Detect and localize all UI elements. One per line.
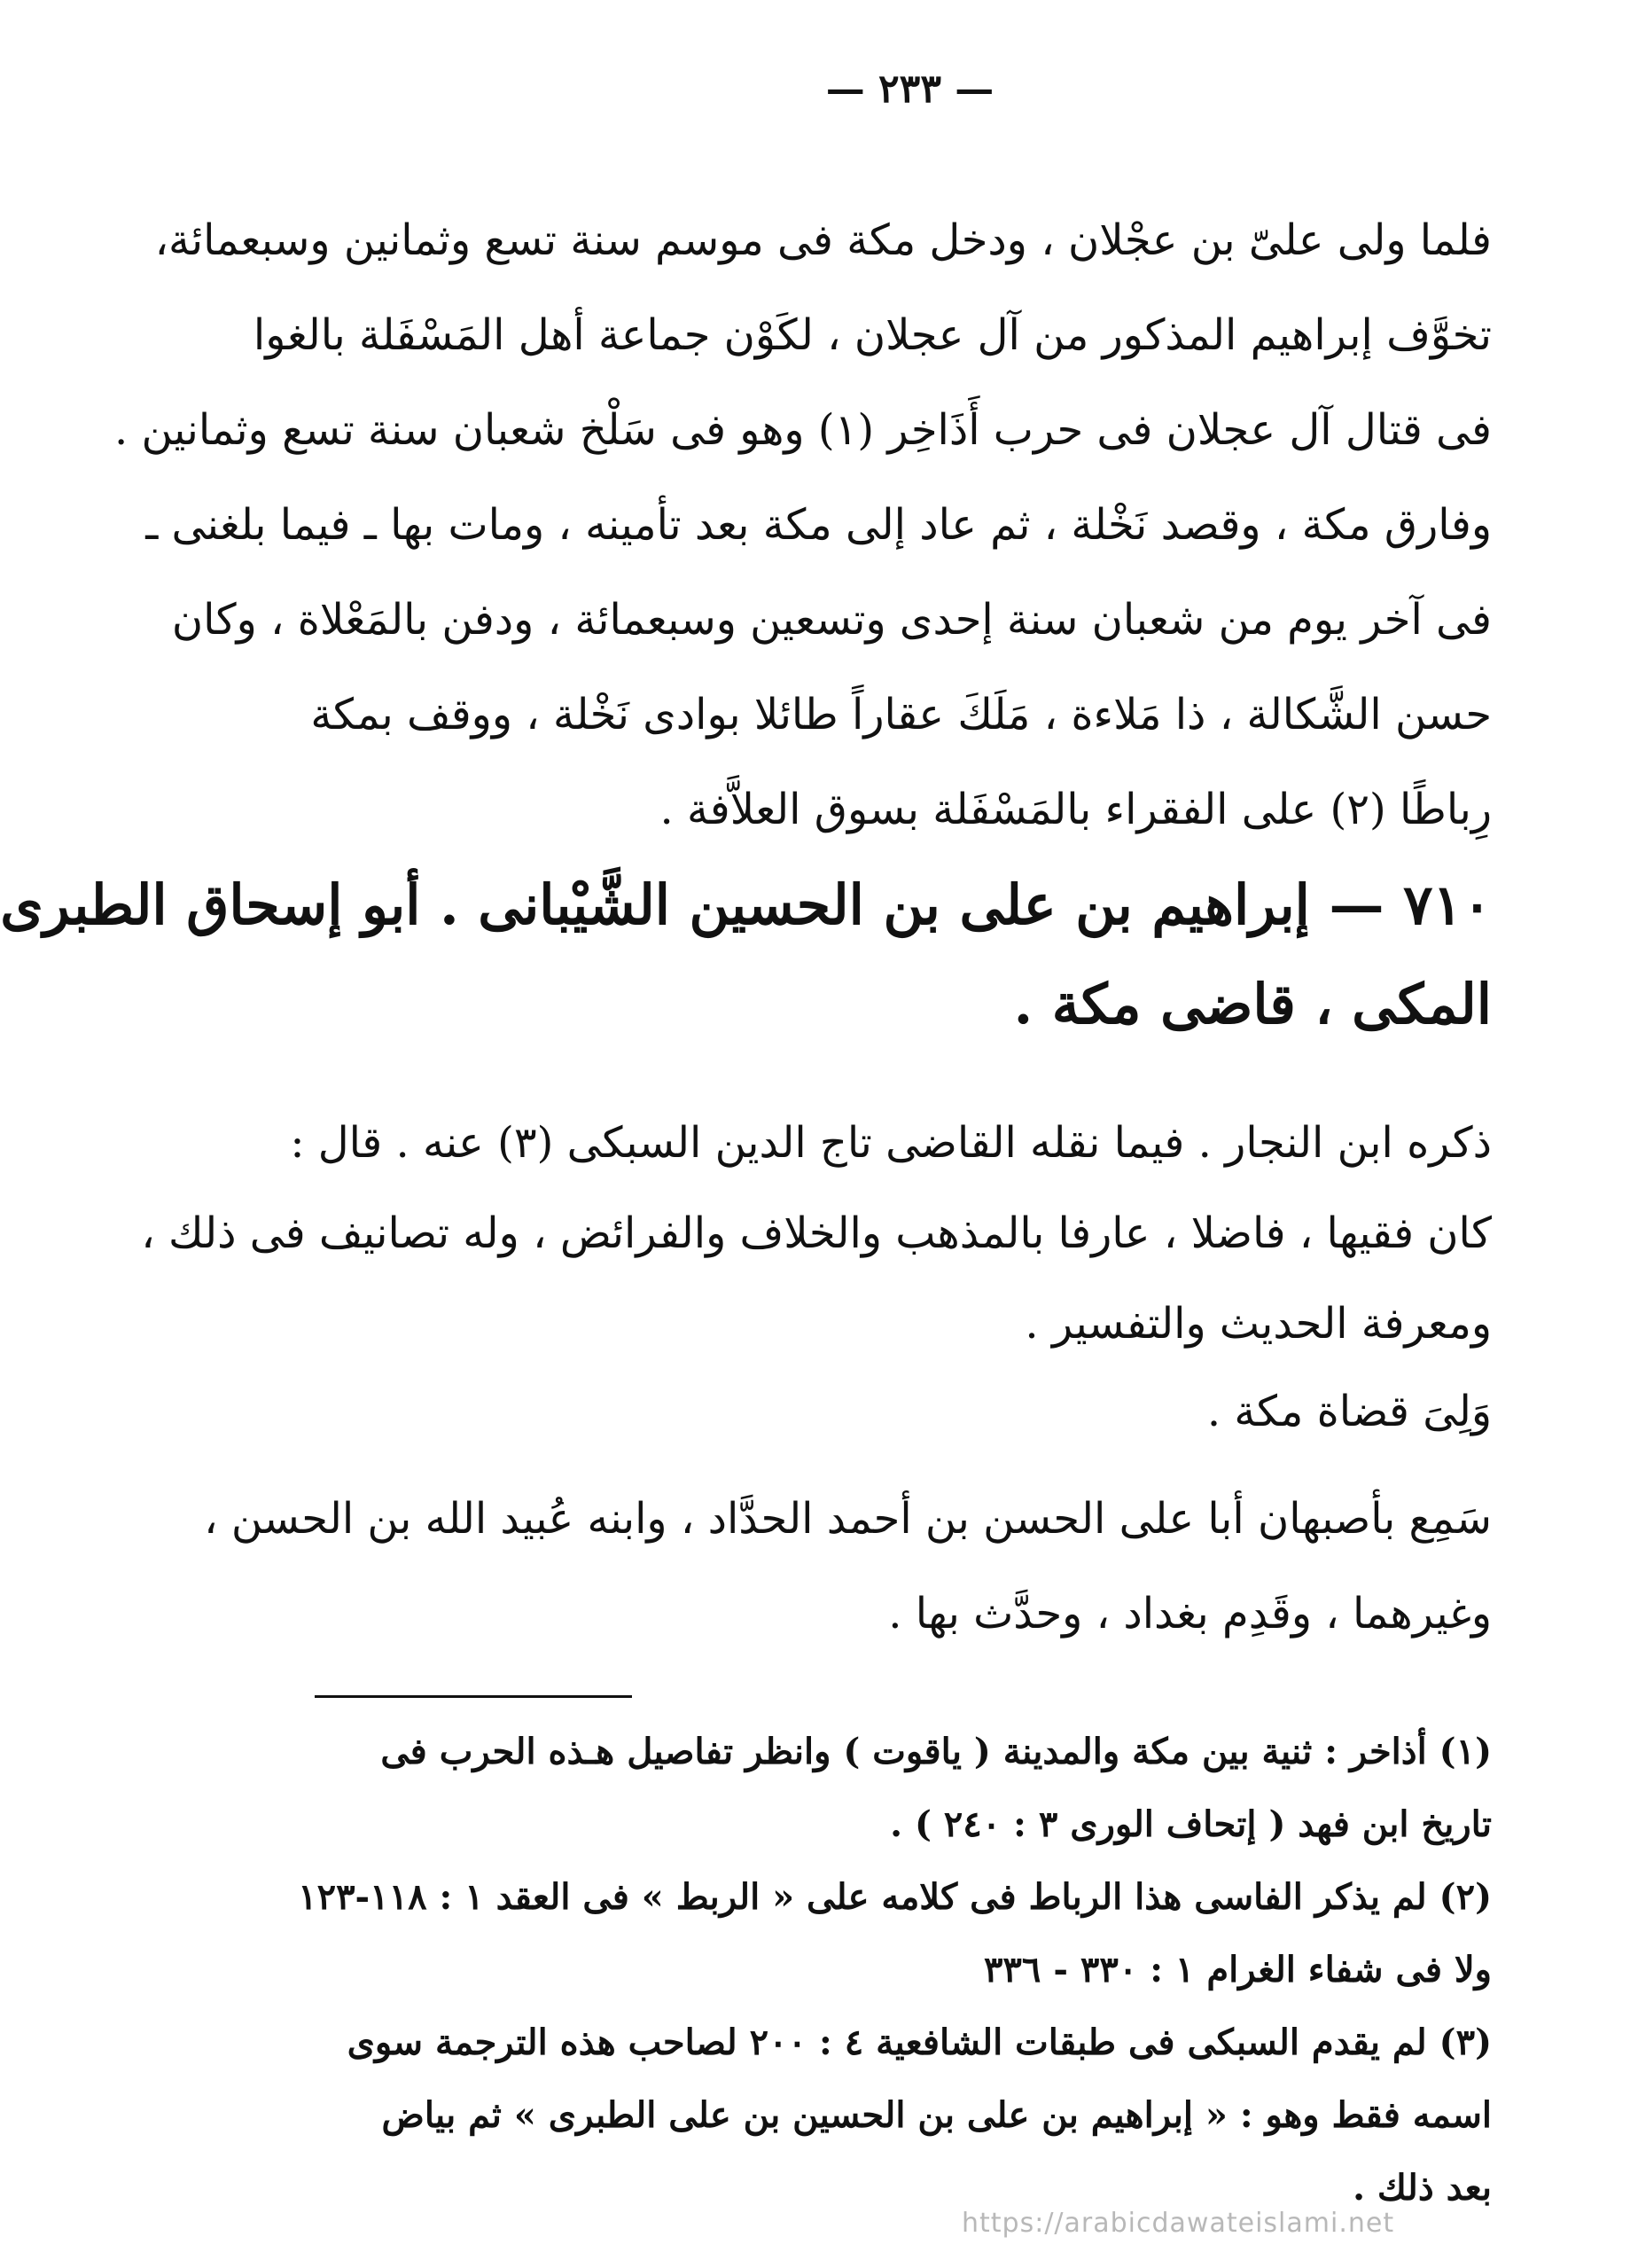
footnote-line: (٢) لم يذكر الفاسى هذا الرباط فى كلامه على « الربط » فى العقد ١ : ١١٨-١٢٣ <box>298 1876 1492 1918</box>
text-line: ومعرفة الحديث والتفسير . <box>1025 1299 1492 1349</box>
paragraph-office <box>322 1367 1492 1456</box>
footnote-line: ولا فى شفاء الغرام ١ : ٣٣٠ - ٣٣٦ <box>983 1949 1492 1990</box>
footnote-2 <box>298 1861 1492 2006</box>
paragraph-hearing <box>204 1472 1492 1662</box>
footnote-1 <box>322 1716 1492 1861</box>
footnote-line: تاريخ ابن فهد ( إتحاف الورى ٣ : ٢٤٠ ) . <box>890 1803 1492 1845</box>
watermark-url: https://arabicdawateislami.net <box>962 2208 1395 2239</box>
text-line: سَمِع بأصبهان أبا على الحسن بن أحمد الحدَّاد ، وابنه عُبيد الله بن الحسن ، <box>204 1494 1492 1544</box>
heading-line: المكى ، قاضى مكة . <box>1013 972 1492 1036</box>
paragraph-biography <box>141 1098 1492 1369</box>
text-line: حسن الشَّكالة ، ذا مَلاءة ، مَلَكَ عقاراً طائلا بوادى نَخْلة ، ووقف بمكة <box>310 690 1492 739</box>
footnote-3 <box>322 2006 1492 2225</box>
text-line: رِباطًا (٢) على الفقراء بالمَسْفَلة بسوق العلاَّفة . <box>659 785 1492 834</box>
text-line: فلما ولى علىّ بن عجْلان ، ودخل مكة فى موسم سنة تسع وثمانين وسبعمائة، <box>154 215 1492 265</box>
text-line: فى قتال آل عجلان فى حرب أَذَاخِر (١) وهو فى سَلْخ شعبان سنة تسع وثمانين . <box>114 405 1492 455</box>
text-line: وفارق مكة ، وقصد نَخْلة ، ثم عاد إلى مكة بعد تأمينه ، ومات بها ـ فيما بلغنى ـ <box>145 500 1492 550</box>
footnote-divider <box>315 1695 632 1698</box>
footnotes <box>298 1716 1492 2225</box>
heading-line: ٧١٠ — إبراهيم بن على بن الحسين الشَّيْبانى . أبو إسحاق الطبرى <box>0 872 1492 937</box>
text-line: وغيرهما ، وقَدِم بغداد ، وحدَّث بها . <box>888 1589 1492 1638</box>
footnote-line: (٣) لم يقدم السبكى فى طبقات الشافعية ٤ : ٢٠٠ لصاحب هذه الترجمة سوى <box>347 2022 1492 2063</box>
text-line: فى آخر يوم من شعبان سنة إحدى وتسعين وسبعمائة ، ودفن بالمَعْلاة ، وكان <box>171 595 1492 645</box>
entry-heading <box>0 856 1492 1054</box>
footnote-line: اسمه فقط وهو : « إبراهيم بن على بن الحسين بن على الطبرى » ثم بياض <box>381 2094 1492 2136</box>
paragraph-previous-entry-ending <box>114 193 1492 857</box>
text-line: ذكره ابن النجار . فيما نقله القاضى تاج الدين السبكى (٣) عنه . قال : <box>290 1118 1492 1168</box>
footnote-line: (١) أذاخر : ثنية بين مكة والمدينة ( ياقوت ) وانظر تفاصيل هـذه الحرب فى <box>380 1731 1492 1772</box>
text-line: كان فقيها ، فاضلا ، عارفا بالمذهب والخلاف والفرائض ، وله تصانيف فى ذلك ، <box>141 1208 1492 1258</box>
text-line: وَلِىَ قضاة مكة . <box>1206 1387 1492 1436</box>
text-line: تخوَّف إبراهيم المذكور من آل عجلان ، لكَوْن جماعة أهل المَسْفَلة بالغوا <box>253 310 1492 360</box>
page-number: — ٢٣٣ — <box>825 66 994 112</box>
footnote-line: بعد ذلك . <box>1353 2167 1492 2209</box>
